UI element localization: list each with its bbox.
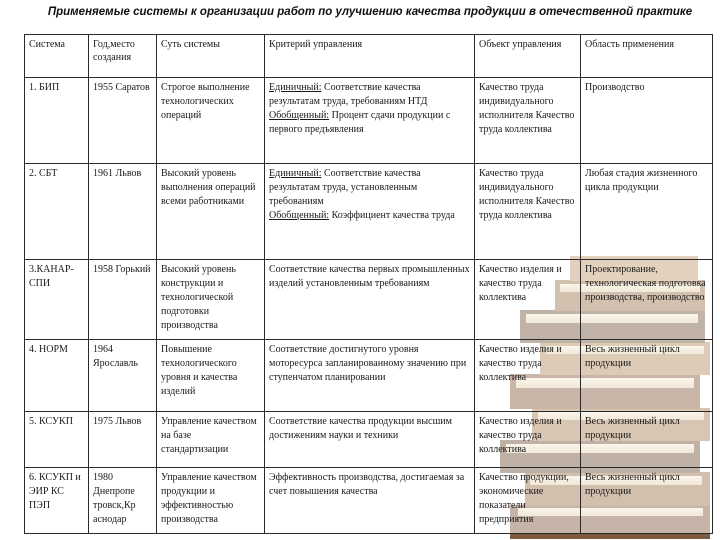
criterion-type-label: Обобщенный: [269,210,330,221]
system-cell: 1. БИП [25,78,89,164]
area-cell: Производство [581,78,713,164]
table-row [25,340,713,412]
year-place-cell: 1975 Львов [89,412,157,468]
criterion-cell: Эффективность производства, достигаемая за счет повышения качества [265,468,475,534]
area-cell: Весь жизненный цикл продукции [581,412,713,468]
year-place-cell: 1980 Днепропе тровск,Кр аснодар [89,468,157,534]
criterion-cell: Соответствие достигнутого уровня моторесурса запланированному значению при ступенчатом планировании [265,340,475,412]
table-header-row [25,35,713,78]
criterion-type-label: Единичный: [269,82,322,93]
system-cell: 3.КАНАР-СПИ [25,260,89,340]
essence-cell: Повышение технологического уровня и качества изделий [157,340,265,412]
essence-cell: Управление качеством продукции и эффективностью производства [157,468,265,534]
header-cell: Критерий управления [265,35,475,78]
object-cell: Качество изделия и качество труда коллектива [475,412,581,468]
area-cell: Весь жизненный цикл продукции [581,340,713,412]
object-cell: Качество труда индивидуального исполнителя Качество труда коллектива [475,164,581,260]
criterion-type-label: Обобщенный: [269,110,330,121]
system-cell: 4. НОРМ [25,340,89,412]
essence-cell: Управление качеством на базе стандартизации [157,412,265,468]
criterion-cell [265,164,475,260]
table-row [25,468,713,534]
header-cell: Суть системы [157,35,265,78]
essence-cell: Строгое выполнение технологических операций [157,78,265,164]
criterion-text: Коэффициент качества труда [329,210,455,221]
criterion-cell: Соответствие качества первых промышленных изделий установленным требованиям [265,260,475,340]
quality-systems-table [24,34,713,534]
system-cell: 5. КСУКП [25,412,89,468]
essence-cell: Высокий уровень выполнения операций всеми работниками [157,164,265,260]
area-cell: Любая стадия жизненного цикла продукции [581,164,713,260]
header-cell: Система [25,35,89,78]
system-cell: 2. СБТ [25,164,89,260]
essence-cell: Высокий уровень конструкции и технологической подготовки производства [157,260,265,340]
object-cell: Качество изделия и качество труда коллектива [475,260,581,340]
year-place-cell: 1955 Саратов [89,78,157,164]
header-cell: Год,место создания [89,35,157,78]
object-cell: Качество изделия и качество труда коллектива [475,340,581,412]
area-cell: Весь жизненный цикл продукции [581,468,713,534]
page-title: Применяемые системы к организации работ по улучшению качества продукции в отечественной практике [47,6,693,18]
year-place-cell: 1964 Ярославль [89,340,157,412]
criterion-text: Соответствие качества результатам труда, установленным требованиям [269,168,421,207]
header-cell: Область применения [581,35,713,78]
area-cell: Проектирование, технологическая подготовка производства, производство [581,260,713,340]
criterion-type-label: Единичный: [269,168,322,179]
system-cell: 6. КСУКП и ЭИР КС ПЭП [25,468,89,534]
criterion-cell [265,78,475,164]
header-cell: Объект управления [475,35,581,78]
object-cell: Качество продукции, экономические показатели предприятия [475,468,581,534]
criterion-text: Соответствие качества результатам труда, требованиям НТД [269,82,428,107]
table-row [25,412,713,468]
table-row [25,164,713,260]
criterion-text: Процент сдачи продукции с первого предъявления [269,110,451,135]
year-place-cell: 1961 Львов [89,164,157,260]
table-row [25,78,713,164]
object-cell: Качество труда индивидуального исполнителя Качество труда коллектива [475,78,581,164]
table-row [25,260,713,340]
criterion-cell: Соответствие качества продукции высшим достижениям науки и техники [265,412,475,468]
year-place-cell: 1958 Горький [89,260,157,340]
